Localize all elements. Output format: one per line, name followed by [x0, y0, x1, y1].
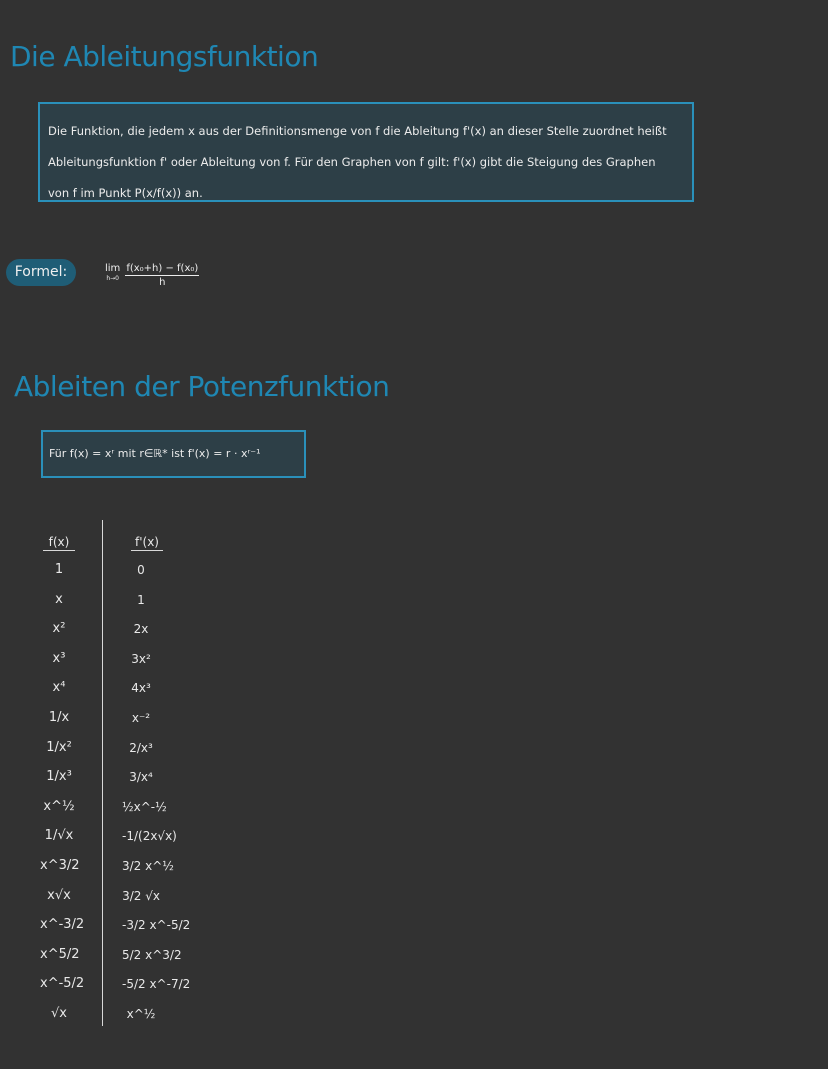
derivative-cell: ½x^-½ — [122, 799, 167, 814]
table-row — [40, 703, 175, 733]
limit-formula — [105, 263, 199, 288]
table-row — [40, 910, 191, 940]
table-row — [40, 821, 175, 851]
section-title-ableitungsfunktion: Die Ableitungsfunktion — [10, 40, 319, 73]
derivative-cell: 2/x³ — [129, 740, 153, 755]
table-row — [40, 644, 175, 674]
section-title-potenzfunktion: Ableiten der Potenzfunktion — [14, 370, 390, 403]
function-cell: x⁴ — [52, 680, 66, 696]
table-row — [40, 969, 191, 999]
function-cell: 1/√x — [44, 828, 74, 844]
function-cell: x^½ — [43, 798, 75, 814]
function-cell: x^-5/2 — [40, 976, 85, 992]
derivative-cell: -1/(2x√x) — [122, 829, 177, 844]
definition-line: Ableitungsfunktion f' oder Ableitung von f. Für den Graphen von f gilt: f'(x) gibt die Steigung des Graphen — [48, 155, 656, 169]
function-cell: 1/x — [48, 710, 70, 725]
derivative-table — [40, 520, 191, 1026]
formula-label: Formel: — [6, 259, 76, 286]
table-row — [40, 555, 175, 585]
derivative-cell: 5/2 x^3/2 — [122, 947, 182, 962]
function-cell: 1/x² — [46, 739, 72, 755]
table-row — [40, 733, 175, 763]
table-row — [40, 881, 175, 911]
function-cell: x — [55, 591, 63, 607]
difference-quotient — [125, 263, 199, 288]
function-cell: x² — [52, 621, 66, 637]
table-row — [40, 585, 175, 615]
derivative-cell: -5/2 x^-7/2 — [122, 977, 191, 992]
table-header-fx: f(x) — [43, 535, 75, 551]
function-cell: x√x — [47, 887, 71, 903]
table-row — [40, 851, 175, 881]
derivative-cell: 3x² — [131, 651, 151, 666]
table-row — [40, 673, 175, 703]
table-header-dfx: f'(x) — [131, 535, 163, 551]
function-cell: 1/x³ — [46, 769, 72, 785]
table-row — [40, 762, 175, 792]
derivative-cell: x⁻² — [131, 711, 151, 725]
derivative-cell: 2x — [133, 622, 149, 637]
function-cell: x^3/2 — [40, 858, 80, 873]
table-row — [40, 999, 175, 1029]
fraction-denominator: h — [159, 277, 166, 288]
table-row — [40, 792, 175, 822]
fraction-numerator: f(x₀+h) − f(x₀) — [126, 263, 199, 274]
derivative-cell: 1 — [137, 592, 145, 607]
definition-line: von f im Punkt P(x/f(x)) an. — [48, 186, 203, 200]
function-cell: x^-3/2 — [40, 917, 85, 933]
table-row — [40, 614, 175, 644]
derivative-cell: x^½ — [126, 1007, 156, 1021]
power-rule-box: Für f(x) = xʳ mit r∈ℝ* ist f'(x) = r · xʳ⁻¹ — [41, 430, 306, 478]
function-cell: √x — [51, 1006, 67, 1021]
function-cell: x³ — [52, 650, 66, 666]
function-cell: 1 — [54, 562, 64, 577]
derivative-cell: 3/x⁴ — [129, 770, 153, 785]
definition-box — [38, 102, 694, 202]
lim-subscript: h→0 — [106, 275, 119, 282]
derivative-cell: -3/2 x^-5/2 — [122, 918, 191, 933]
derivative-cell: 3/2 √x — [122, 888, 160, 903]
derivative-cell: 4x³ — [131, 681, 151, 696]
function-cell: x^5/2 — [40, 946, 80, 962]
limit-operator — [105, 263, 120, 282]
derivative-cell: 3/2 x^½ — [122, 859, 174, 873]
definition-line: Die Funktion, die jedem x aus der Definitionsmenge von f die Ableitung f'(x) an dieser Stelle zuordnet heißt — [48, 124, 667, 138]
lim-text: lim — [105, 263, 121, 274]
table-row — [40, 940, 182, 970]
derivative-cell: 0 — [137, 563, 145, 577]
